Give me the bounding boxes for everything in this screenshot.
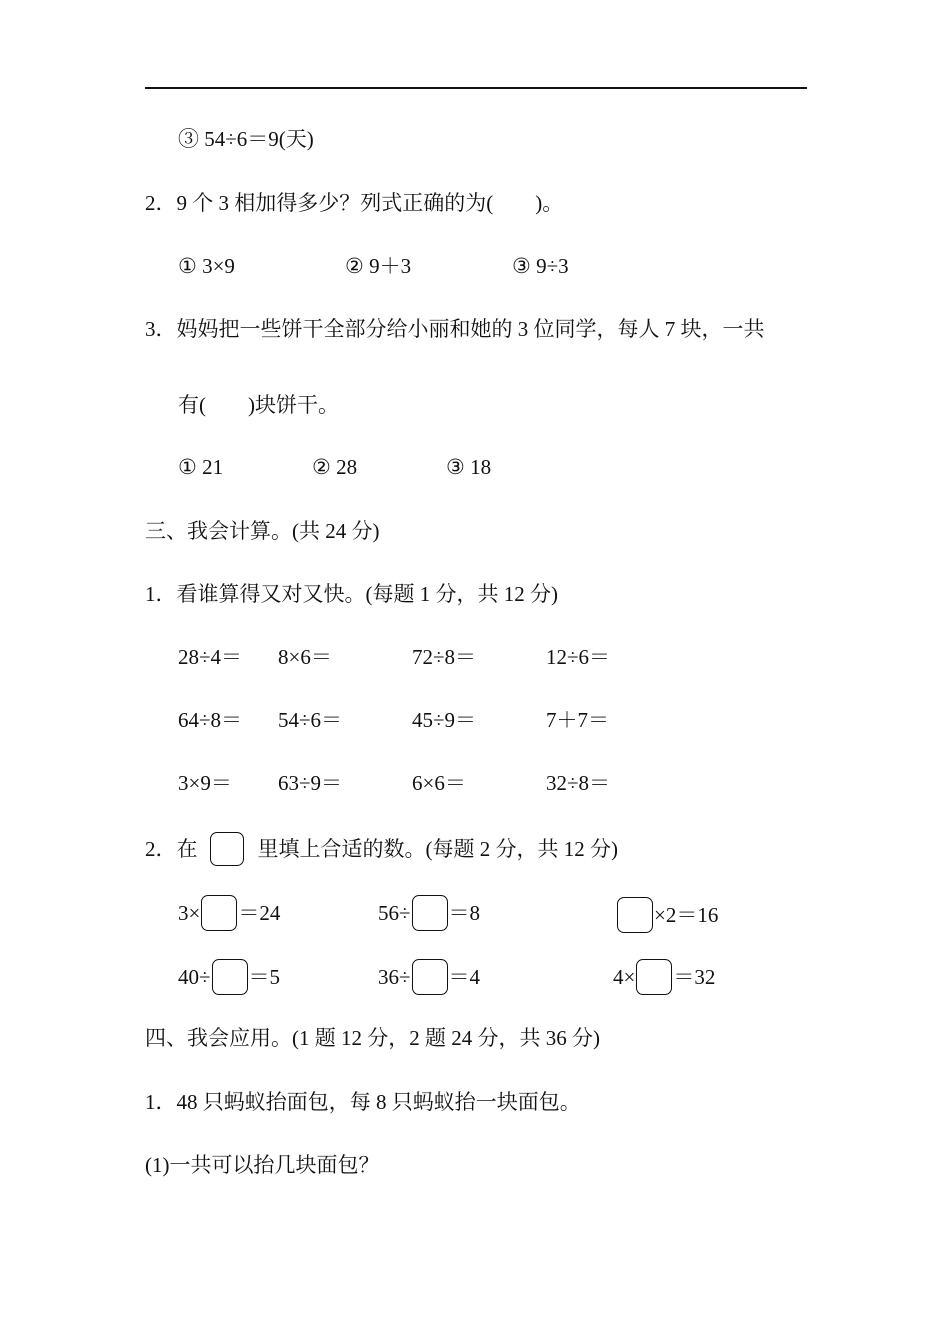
answer-box[interactable]: [617, 897, 653, 933]
fill-item: [613, 959, 715, 995]
calc-item: 12÷6＝: [546, 645, 611, 669]
fill-left: 40÷: [178, 965, 211, 989]
calc-item: 8×6＝: [278, 645, 332, 669]
answer-box[interactable]: [412, 959, 448, 995]
section-3-part1-title: 1．看谁算得又对又快。(每题 1 分，共 12 分): [145, 582, 558, 606]
fill-right: ＝24: [238, 901, 281, 925]
calc-item: 64÷8＝: [178, 708, 243, 732]
calc-item: 32÷8＝: [546, 771, 611, 795]
answer-box[interactable]: [412, 895, 448, 931]
calc-item: 63÷9＝: [278, 771, 343, 795]
q3-stem-line2: 有( )块饼干。: [178, 393, 339, 417]
q1-option-3: ③ 54÷6＝9(天): [178, 127, 314, 151]
q2-stem: 2．9 个 3 相加得多少？列式正确的为( )。: [145, 191, 564, 215]
fill-right: ×2＝16: [654, 903, 719, 927]
q2-option-2: ② 9＋3: [345, 254, 412, 278]
calc-item: 54÷6＝: [278, 708, 343, 732]
fill-left: 4×: [613, 965, 636, 989]
calc-item: 28÷4＝: [178, 645, 243, 669]
fill-item: [616, 895, 718, 933]
calc-item: 72÷8＝: [412, 645, 477, 669]
top-rule: [145, 87, 807, 89]
q2-option-3: ③ 9÷3: [512, 254, 569, 278]
q2-option-1: ① 3×9: [178, 254, 235, 278]
section-4-q1-sub1: (1)一共可以抬几块面包？: [145, 1153, 380, 1177]
fill-right: ＝4: [448, 965, 481, 989]
q3-option-3: ③ 18: [446, 455, 492, 479]
answer-box[interactable]: [212, 959, 248, 995]
calc-item: 45÷9＝: [412, 708, 477, 732]
section-4-title: 四、我会应用。(1 题 12 分，2 题 24 分，共 36 分): [145, 1026, 600, 1050]
answer-box[interactable]: [636, 959, 672, 995]
section-4-q1: 1．48 只蚂蚁抬面包，每 8 只蚂蚁抬一块面包。: [145, 1090, 581, 1114]
fill-left: 3×: [178, 901, 201, 925]
fill-right: ＝8: [448, 901, 481, 925]
calc-item: 7＋7＝: [546, 708, 609, 732]
calc-item: 3×9＝: [178, 771, 232, 795]
fill-item: [178, 959, 280, 995]
q3-stem-line1: 3．妈妈把一些饼干全部分给小丽和她的 3 位同学，每人 7 块，一共: [145, 317, 765, 341]
fill-right: ＝5: [248, 965, 281, 989]
section-3-title: 三、我会计算。(共 24 分): [145, 519, 380, 543]
section-3-part2-title: [145, 832, 618, 866]
part2-suffix: 里填上合适的数。(每题 2 分，共 12 分): [257, 837, 618, 861]
fill-left: 36÷: [378, 965, 411, 989]
part2-prefix: 2．在: [145, 837, 198, 861]
q3-option-1: ① 21: [178, 455, 224, 479]
answer-box[interactable]: [201, 895, 237, 931]
q3-option-2: ② 28: [312, 455, 358, 479]
answer-box-sample: [210, 832, 244, 866]
fill-left: 56÷: [378, 901, 411, 925]
fill-item: [378, 959, 480, 995]
fill-item: [178, 895, 280, 931]
fill-right: ＝32: [673, 965, 716, 989]
fill-item: [378, 895, 480, 931]
calc-item: 6×6＝: [412, 771, 466, 795]
